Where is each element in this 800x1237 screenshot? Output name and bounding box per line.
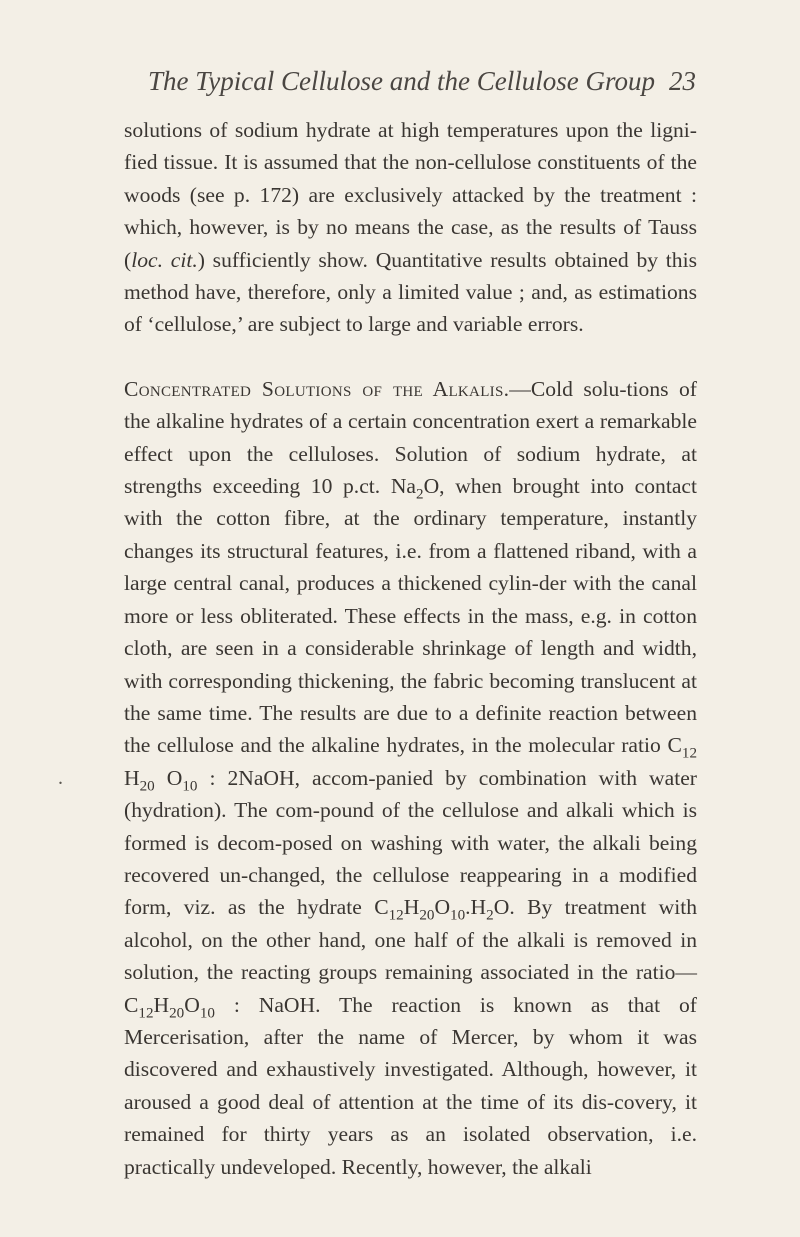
subscript: 20 [139,778,155,795]
subscript: 12 [388,907,404,924]
paragraph-1 [124,114,697,341]
formula-part: O [154,765,183,790]
running-head-title: The Typical Cellulose and the Cellulose Group [148,66,655,96]
page-number: 23 [669,66,696,96]
formula-part: H [124,765,140,790]
paragraph-2-text-c: : 2NaOH, accom-panied by combination with water (hydration). The com-pound of the cellulose and alkali which is formed is decom-posed on washing with water, the alkali being recovered un-changed, the cellulose reappearing in a modified form, viz. as the hydrate C [124,765,697,920]
body-text [124,114,697,1183]
subscript: 12 [681,745,697,762]
paragraph-2-text-d: O. By treatment with alcohol, on the other hand, one half of the alkali is removed in solution, the reacting groups remaining associated in the ratio—C [124,895,697,1017]
formula-part: H [153,992,170,1017]
citation-loc-cit: loc. cit. [131,247,198,272]
margin-mark: . [58,767,63,789]
paragraph-1-text-a: solutions of sodium hydrate at high temperatures upon the ligni-fied tissue. It is assumed that the non-cellulose constituents of the woods (see p. 172) are exclusively attacked by the treatment : which, however, is by no means the case, as the results of Tauss ( [124,118,697,272]
formula-part: O [434,895,451,920]
running-head [148,66,696,106]
subscript: 10 [199,1004,215,1021]
formula-part: .H [465,895,487,920]
subscript: 20 [419,907,435,924]
subscript: 10 [450,907,466,924]
paragraph-1-text-b: ) sufficiently show. Quantitative results obtained by this method have, therefore, only a limited value ; and, as estimations of ‘cellulose,’ are subject to large and variable errors. [124,247,697,337]
subscript: 12 [138,1004,154,1021]
paragraph-2-text-a: —Cold solu-tions of the alkaline hydrates of a certain concentration exert a remarkable effect upon the celluloses. Solution of sodium hydrate, at strengths exceeding 10 p.ct. Na [124,376,697,499]
formula-part: O [184,992,200,1017]
subscript: 10 [182,778,198,795]
paragraph-2 [124,373,697,1183]
subscript: 2 [416,486,424,503]
formula-part: H [403,895,420,920]
paragraph-2-text-b: O, when brought into contact with the cotton fibre, at the ordinary temperature, instantly changes its structural features, i.e. from a flattened riband, with a large central canal, produces a thickened cylin-der with the canal more or less obliterated. These effects in the mass, e.g. in cotton cloth, are seen in a considerable shrinkage of length and width, with corresponding thickening, the fabric becoming translucent at the same time. The results are due to a definite reaction between the cellulose and the alkaline hydrates, in the molecular ratio C [124,474,697,758]
paragraph-2-text-e: : NaOH. The reaction is known as that of Mercerisation, after the name of Mercer, by whom it was discovered and exhaustively investigated. Although, however, it aroused a good deal of attention at the time of its dis-covery, it remained for thirty years as an isolated observation, i.e. practically undeveloped. Recently, however, the alkali [124,992,697,1179]
subscript: 2 [486,907,494,924]
section-heading: Concentrated Solutions of the Alkalis. [124,376,510,401]
subscript: 20 [169,1004,185,1021]
